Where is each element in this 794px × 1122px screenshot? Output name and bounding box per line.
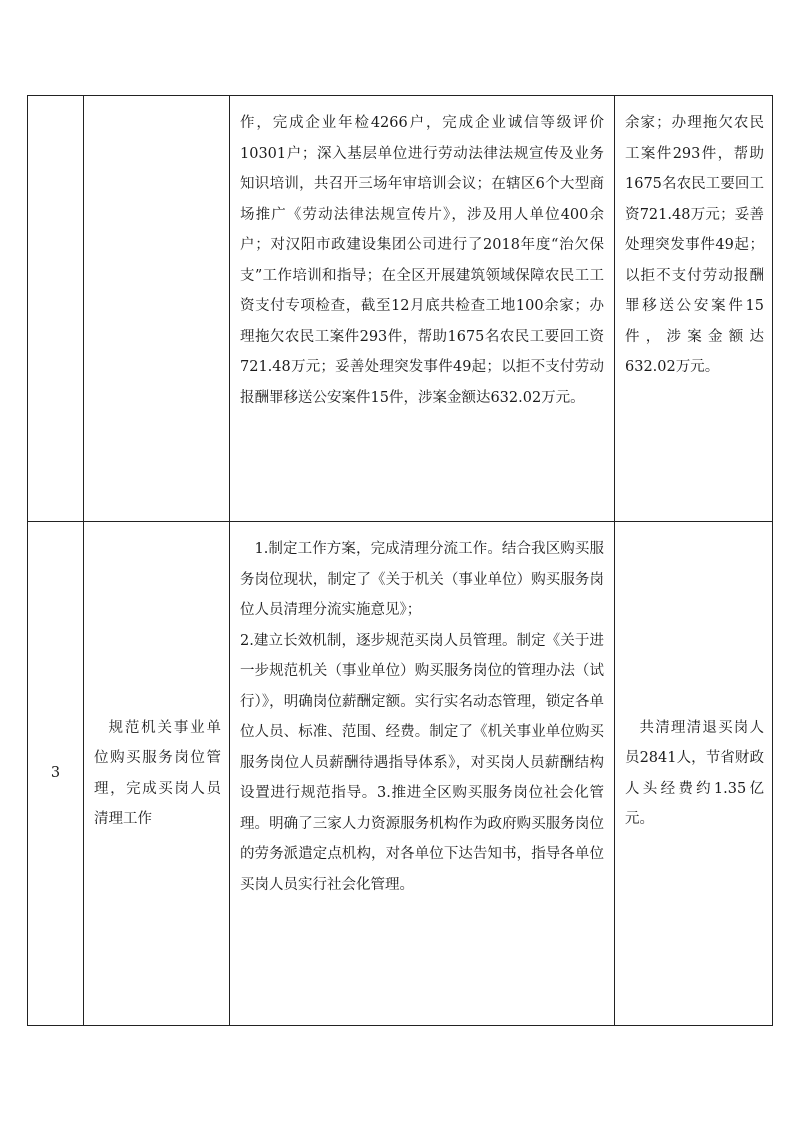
- table-row: [28, 96, 773, 522]
- work-detail-cell: [230, 96, 615, 522]
- result-text: 共清理清退买岗人员2841人，节省财政人头经费约1.35亿元。: [625, 719, 764, 827]
- work-summary-table: [27, 95, 773, 1026]
- work-detail-cell: [230, 522, 615, 1026]
- result-cell: [615, 96, 773, 522]
- detail-paragraph: 作，完成企业年检4266户，完成企业诚信等级评价10301户；深入基层单位进行劳动法律法规宣传及业务知识培训，共召开三场年审培训会议；在辖区6个大型商场推广《劳动法律法规宣传片》，涉及用人单位400余户；对汉阳市政建设集团公司进行了2018年度“治欠保支”工作培训和指导；在全区开展建筑领域保障农民工工资支付专项检查，截至12月底共检查工地100余家；办理拖欠农民工案件293件，帮助1675名农民工要回工资721.48万元；妥善处理突发事件49起；以拒不支付劳动报酬罪移送公安案件15件，涉案金额达632.02万元。: [240, 115, 604, 406]
- detail-paragraph: 2.建立长效机制，逐步规范买岗人员管理。制定《关于进一步规范机关（事业单位）购买服务岗位的管理办法（试行）》，明确岗位薪酬定额。实行实名动态管理，锁定各单位人员、标准、范围、经费。制定了《机关事业单位购买服务岗位人员薪酬待遇指导体系》，对买岗人员薪酬结构设置进行规范指导。3.推进全区购买服务岗位社会化管理。明确了三家人力资源服务机构作为政府购买服务岗位的劳务派遣定点机构，对各单位下达告知书，指导各单位买岗人员实行社会化管理。: [240, 632, 604, 893]
- work-item-cell: [84, 96, 230, 522]
- row-number-cell: [28, 96, 84, 522]
- work-item-text: 规范机关事业单位购买服务岗位管理，完成买岗人员清理工作: [94, 719, 221, 827]
- work-item-cell: [84, 522, 230, 1026]
- result-text: 余家；办理拖欠农民工案件293件，帮助1675名农民工要回工资721.48万元；妥善处理突发事件49起；以拒不支付劳动报酬罪移送公安案件15件，涉案金额达632.02万元。: [625, 115, 764, 375]
- detail-paragraph: 1.制定工作方案，完成清理分流工作。结合我区购买服务岗位现状，制定了《关于机关（事业单位）购买服务岗位人员清理分流实施意见》；: [240, 541, 604, 618]
- row-number-cell: 3: [28, 522, 84, 1026]
- table-row: [28, 522, 773, 1026]
- result-cell: [615, 522, 773, 1026]
